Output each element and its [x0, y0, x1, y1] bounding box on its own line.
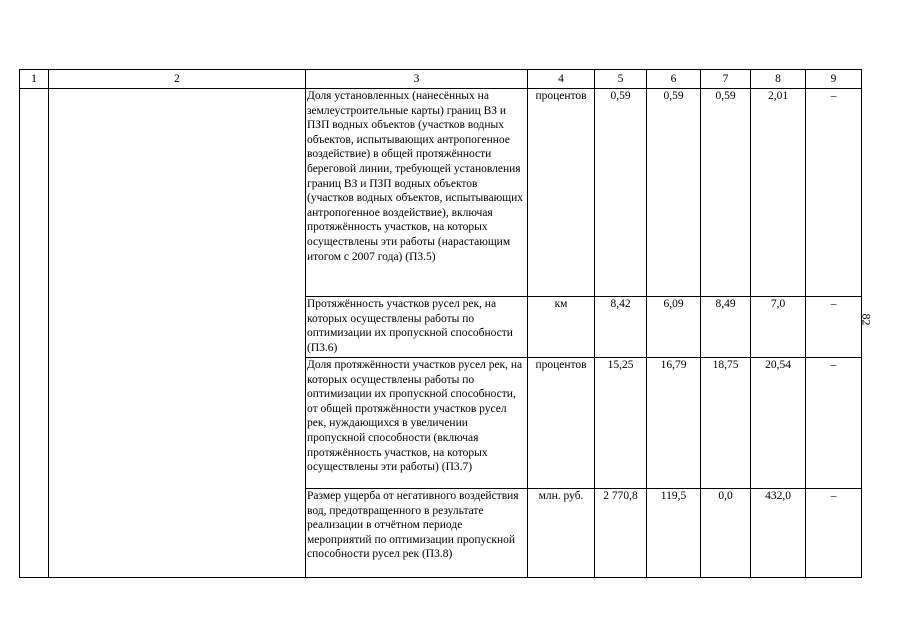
value-cell: 0,59 — [595, 89, 647, 297]
column-number: 5 — [595, 70, 647, 89]
column-number: 6 — [647, 70, 701, 89]
unit-cell: млн. руб. — [528, 489, 595, 578]
value-cell: 8,49 — [701, 297, 751, 358]
column-number: 8 — [751, 70, 806, 89]
value-cell: 7,0 — [751, 297, 806, 358]
unit-cell: км — [528, 297, 595, 358]
column-number: 3 — [306, 70, 528, 89]
indicator-cell: Протяжённость участков русел рек, на которых осуществлены работы по оптимизации их пропускной способности (П3.6) — [306, 297, 528, 358]
indicator-cell: Доля установленных (нанесённых на землеустроительные карты) границ ВЗ и ПЗП водных объектов (участков водных объектов, испытывающих антропогенное воздействие) в общей протяжённости береговой линии, требующей установления границ ВЗ и ПЗП водных объектов (участков водных объектов, испытывающих антропогенное воздействие), включая протяжённость участков, на которых осуществлены эти работы (нарастающим итогом с 2007 года) (П3.5) — [306, 89, 528, 297]
page-number: 82 — [859, 313, 874, 326]
value-cell: – — [806, 297, 862, 358]
value-cell: – — [806, 89, 862, 297]
column-number: 4 — [528, 70, 595, 89]
indicator-cell: Доля протяжённости участков русел рек, на которых осуществлены работы по оптимизации их пропускной способности, от общей протяжённости участков русел рек, нуждающихся в увеличении пропускной способности (включая протяжённость участков, на которых осуществлены эти работы) (П3.7) — [306, 358, 528, 489]
value-cell: 0,0 — [701, 489, 751, 578]
column-number: 9 — [806, 70, 862, 89]
column-number-row — [20, 70, 862, 89]
indicator-cell: Размер ущерба от негативного воздействия вод, предотвращенного в результате реализации в отчётном периоде мероприятий по оптимизации пропускной способности русел рек (П3.8) — [306, 489, 528, 578]
empty-cell — [49, 89, 306, 578]
unit-cell: процентов — [528, 89, 595, 297]
empty-cell — [20, 89, 49, 578]
value-cell: 20,54 — [751, 358, 806, 489]
value-cell: 8,42 — [595, 297, 647, 358]
value-cell: 432,0 — [751, 489, 806, 578]
indicator-table — [19, 69, 862, 578]
value-cell: 6,09 — [647, 297, 701, 358]
value-cell: – — [806, 358, 862, 489]
table-row — [20, 89, 862, 297]
value-cell: 0,59 — [701, 89, 751, 297]
value-cell: 2,01 — [751, 89, 806, 297]
unit-cell: процентов — [528, 358, 595, 489]
value-cell: – — [806, 489, 862, 578]
value-cell: 119,5 — [647, 489, 701, 578]
column-number: 2 — [49, 70, 306, 89]
value-cell: 2 770,8 — [595, 489, 647, 578]
column-number: 1 — [20, 70, 49, 89]
value-cell: 16,79 — [647, 358, 701, 489]
value-cell: 18,75 — [701, 358, 751, 489]
value-cell: 0,59 — [647, 89, 701, 297]
column-number: 7 — [701, 70, 751, 89]
value-cell: 15,25 — [595, 358, 647, 489]
